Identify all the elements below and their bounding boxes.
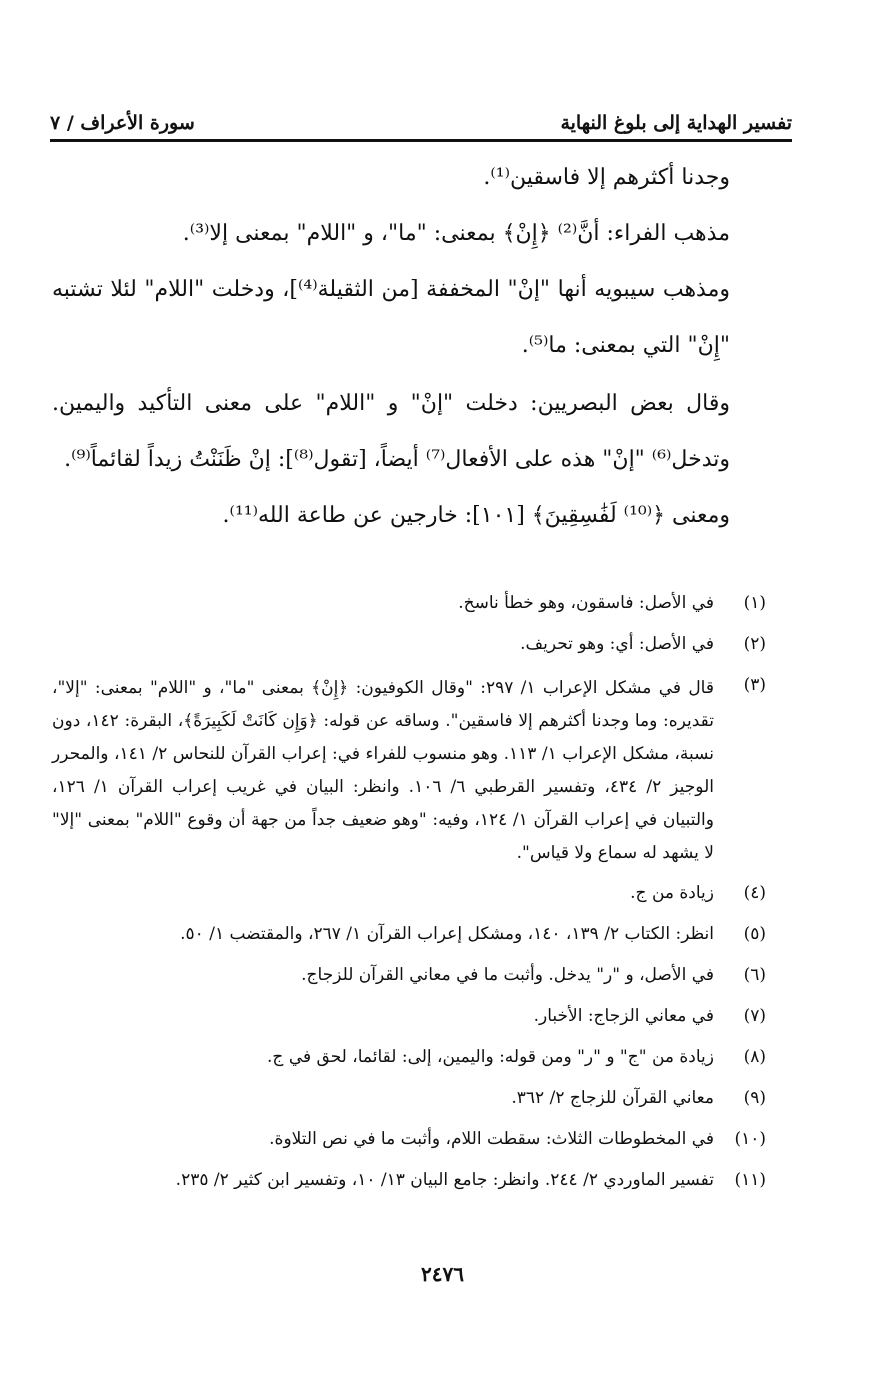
footnote-text: تفسير الماوردي ٢/ ٢٤٤. وانظر: جامع البيان ١٣/ ١٠، وتفسير ابن كثير ٢/ ٢٣٥.	[175, 1170, 714, 1190]
paragraph-2: مذهب الفراء: أنَّ⁽²⁾ ﴿إِنْ﴾ بمعنى: "ما"، و "اللام" بمعنى إلا⁽³⁾.	[182, 221, 730, 246]
footnote	[52, 672, 766, 870]
paragraph-1: وجدنا أكثرهم إلا فاسقين⁽¹⁾.	[483, 165, 730, 190]
footnote-number: (٧)	[743, 1006, 766, 1026]
footnote	[52, 921, 766, 948]
footnote	[52, 590, 766, 617]
footnote-text: معاني القرآن للزجاج ٢/ ٣٦٢.	[511, 1088, 714, 1108]
footnote-text: انظر: الكتاب ٢/ ١٣٩، ١٤٠، ومشكل إعراب القرآن ١/ ٢٦٧، والمقتضب ١/ ٥٠.	[180, 924, 714, 944]
footnote-number: (٦)	[743, 965, 766, 985]
footnote	[52, 1085, 766, 1112]
main-text	[52, 150, 762, 544]
footnote-text: قال في مشكل الإعراب ١/ ٢٩٧: "وقال الكوفيون: ﴿إِنْ﴾ بمعنى "ما"، و "اللام" بمعنى: "إلا"، تقديره: وما وجدنا أكثرهم إلا فاسقين". وساقه عن قوله: ﴿وَإِن كَانَتْ لَكَبِيرَةً﴾، البقرة: ١٤٢، دون نسبة، مشكل الإعراب ١/ ١١٣. وهو منسوب للفراء في: إعراب القرآن للنحاس ٢/ ١٤١، والمحرر الوجيز ٢/ ٤٣٤، وتفسير القرطبي ٦/ ١٠٦. وانظر: البيان في غريب إعراب القرآن ١/ ١٢٦، والتبيان في إعراب القرآن ١/ ١٢٤، وفيه: "وهو ضعيف جداً من جهة أن وقوع "اللام" بمعنى "إلا" لا يشهد له سماع ولا قياس".	[52, 678, 714, 863]
footnote-text: في الأصل: فاسقون، وهو خطأ ناسخ.	[458, 593, 714, 613]
footnote-number: (٤)	[743, 883, 766, 903]
footnote-text: في معاني الزجاج: الأخبار.	[533, 1006, 714, 1026]
footnote-number: (٩)	[743, 1088, 766, 1108]
footnote-text: زيادة من "ج" و "ر" ومن قوله: واليمين، إلى: لقائما، لحق في ج.	[267, 1047, 714, 1067]
header-book-title: تفسير الهداية إلى بلوغ النهاية	[560, 112, 792, 134]
footnote-number: (٣)	[743, 675, 766, 695]
footnote	[52, 1126, 766, 1153]
footnote-number: (٢)	[743, 634, 766, 654]
footnote-number: (٥)	[743, 924, 766, 944]
footnote	[52, 1167, 766, 1194]
footnote-number: (١)	[743, 593, 766, 613]
footnote-text: في الأصل، و "ر" يدخل. وأثبت ما في معاني القرآن للزجاج.	[301, 965, 714, 985]
footnote-text: في المخطوطات الثلاث: سقطت اللام، وأثبت ما في نص التلاوة.	[269, 1129, 714, 1149]
paragraph-4: وقال بعض البصريين: دخلت "إنْ" و "اللام" على معنى التأكيد واليمين. وتدخل⁽⁶⁾ "إنْ" هذه على الأفعال⁽⁷⁾ أيضاً، [تقول⁽⁸⁾]: إنْ ظَنَنْتُ زيداً لقائماً⁽⁹⁾.	[52, 391, 730, 472]
footnotes	[52, 590, 766, 1208]
paragraph-3: ومذهب سيبويه أنها "إنْ" المخففة [من الثقيلة⁽⁴⁾]، ودخلت "اللام" لئلا تشتبه "إِنْ" التي بمعنى: ما⁽⁵⁾.	[52, 277, 731, 358]
footnote-number: (١١)	[734, 1170, 766, 1190]
footnote	[52, 631, 766, 658]
footnote	[52, 1044, 766, 1071]
footnote-text: زيادة من ج.	[630, 883, 714, 903]
header-divider	[50, 139, 792, 142]
running-header	[50, 98, 792, 134]
header-surah-title: سورة الأعراف / ٧	[50, 112, 195, 134]
footnote-text: في الأصل: أي: وهو تحريف.	[520, 634, 714, 654]
footnote-number: (٨)	[743, 1047, 766, 1067]
footnote	[52, 1003, 766, 1030]
footnote	[52, 880, 766, 907]
paragraph-5: ومعنى ﴿⁽¹⁰⁾ لَفَٰسِقِينَ﴾ [١٠١]: خارجين عن طاعة الله⁽¹¹⁾.	[222, 503, 730, 528]
footnote	[52, 962, 766, 989]
page-number: ٢٤٧٦	[421, 1262, 464, 1286]
footnote-number: (١٠)	[734, 1129, 766, 1149]
